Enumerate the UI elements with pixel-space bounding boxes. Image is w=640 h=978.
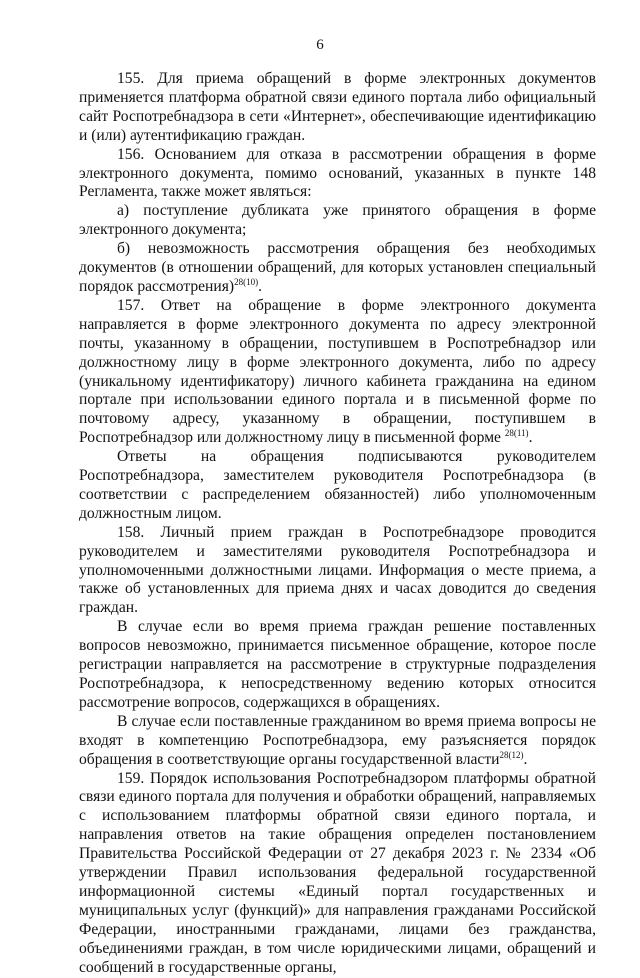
paragraph-155: 155. Для приема обращений в форме электронных документов применяется платформа обратной связи единого портала либо официальный сайт Роспотребнадзора в сети «Интернет», обеспечивающие идентификацию и (или) аутентификацию граждан. — [79, 70, 596, 144]
footnote-ref: 28(11) — [504, 428, 529, 439]
document-body — [79, 70, 596, 978]
paragraph-157-answers: Ответы на обращения подписываются руководителем Роспотребнадзора, заместителем руководителя Роспотребнадзора (в соответствии с распределением обязанностей) либо уполномоченным должностным лицом. — [79, 448, 596, 522]
paragraph-156: 156. Основанием для отказа в рассмотрении обращения в форме электронного документа, помимо оснований, указанных в пункте 148 Регламента, также может являться: — [79, 145, 596, 201]
footnote-ref: 28(12) — [499, 749, 524, 760]
paragraph-158-written: В случае если во время приема граждан решение поставленных вопросов невозможно, принимается письменное обращение, которое после регистрации направляется на рассмотрение в структурные подразделения Роспотребнадзора, к непосредственному ведению которых относится рассмотрение вопросов, содержащихся в обращениях. — [79, 618, 596, 711]
paragraph-156-b: б) невозможность рассмотрения обращения без необходимых документов (в отношении обращений, для которых установлен специальный порядок рассмотрения)$^{28(10)}$. — [79, 240, 596, 295]
footnote-ref: 28(10) — [234, 276, 259, 287]
paragraph-159: 159. Порядок использования Роспотребнадзором платформы обратной связи единого портала для получения и обработки обращений, направляемых с использованием платформы обратной связи единого портала, и направления ответов на такие обращения определен постановлением Правительства Российской Федерации от 27 декабря 2023 г. № 2334 «Об утверждении Правил использования федеральной государственной информационной системы «Единый портал государственных и муниципальных услуг (функций)» для направления гражданами Российской Федерации, иностранными гражданами, лицами без гражданства, объединениями граждан, в том числе юридическими лицами, обращений и сообщений в государственные органы, — [79, 769, 596, 976]
paragraph-158: 158. Личный прием граждан в Роспотребнадзоре проводится руководителем и заместителями руководителя Роспотребнадзора и уполномоченными должностными лицами. Информация о месте приема, а также об установленных для приема днях и часах доводится до сведения граждан. — [79, 523, 596, 617]
paragraph-157: 157. Ответ на обращение в форме электронного документа направляется в форме электронного документа по адресу электронной почты, указанному в обращении, поступившем в Роспотребнадзор или должностному лицу в форме электронного документа, либо по адресу (уникальному идентификатору) личного кабинета гражданина на едином портале при использовании единого портала и в письменной форме по почтовому адресу, указанному в обращении, поступившем в Роспотребнадзор или должностному лицу в письменной форме $^{28(11)}$. — [79, 296, 596, 447]
page-number: 6 — [316, 37, 324, 53]
paragraph-158-competence: В случае если поставленные гражданином во время приема вопросы не входят в компетенцию Роспотребнадзора, ему разъясняется порядок обращения в соответствующие органы государственной власти$^{28(12)}$. — [79, 712, 596, 768]
paragraph-156-a: а) поступление дубликата уже принятого обращения в форме электронного документа; — [79, 202, 596, 239]
